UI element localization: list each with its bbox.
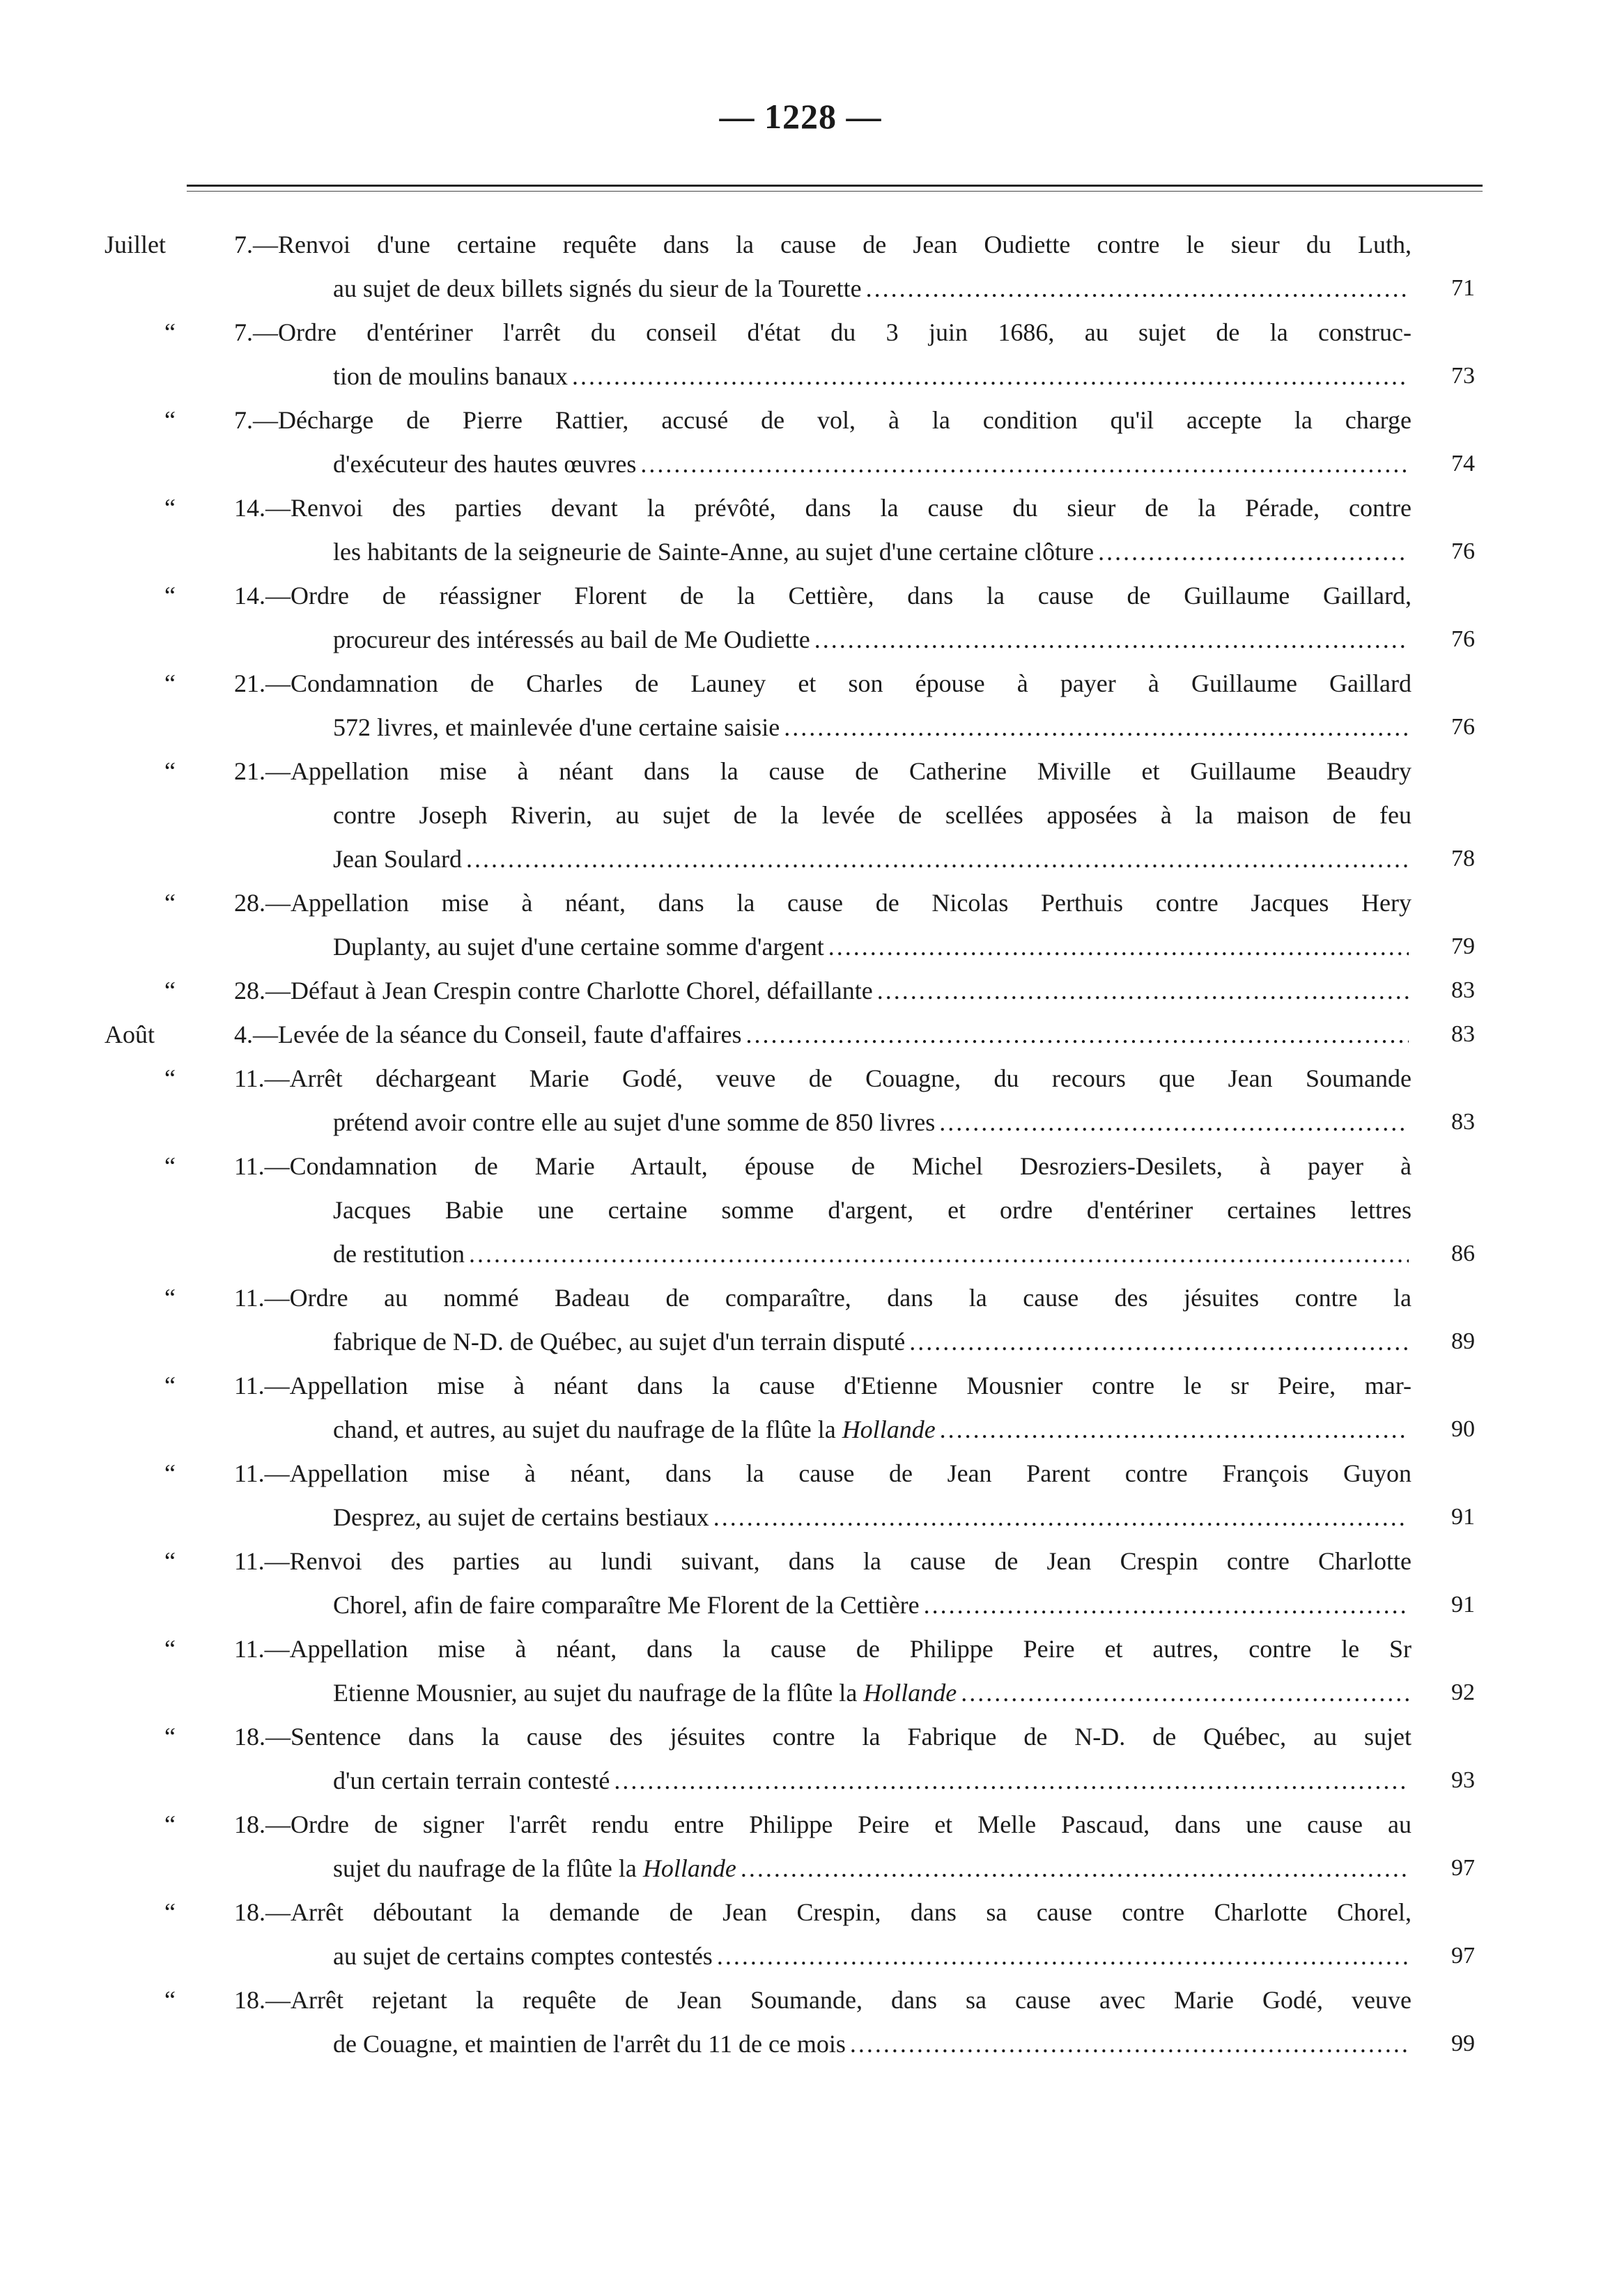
- page-ref: 71: [1451, 275, 1475, 301]
- page-ref: 93: [1451, 1767, 1475, 1793]
- page-ref: 73: [1451, 363, 1475, 389]
- entry-text: Chorel, afin de faire comparaître Me Florent de la Cettière: [333, 1591, 920, 1619]
- page-ref: 76: [1451, 626, 1475, 652]
- entry-text: Etienne Mousnier, au sujet du naufrage de la flûte la Hollande: [333, 1679, 957, 1707]
- ditto-mark: “: [164, 406, 176, 434]
- ditto-mark: “: [164, 1986, 176, 2014]
- entry-cont-line: Jacques Babie une certaine somme d'argent, et ordre d'entériner certaines lettres: [333, 1196, 1411, 1224]
- entry-last-line: [333, 1759, 1411, 1802]
- entry-first-line: 11.—Arrêt déchargeant Marie Godé, veuve de Couagne, du recours que Jean Soumande: [234, 1064, 1411, 1092]
- ditto-mark: “: [164, 1635, 176, 1663]
- entry-first-line: 11.—Ordre au nommé Badeau de comparaître, dans la cause des jésuites contre la: [234, 1284, 1411, 1312]
- ditto-mark: “: [164, 1459, 176, 1487]
- entry-first-line: 18.—Sentence dans la cause des jésuites contre la Fabrique de N-D. de Québec, au sujet: [234, 1723, 1411, 1751]
- ditto-mark: “: [164, 1723, 176, 1751]
- page-number: — 1228 —: [719, 97, 882, 136]
- entry-first-line: 28.—Appellation mise à néant, dans la cause de Nicolas Perthuis contre Jacques Hery: [234, 889, 1411, 917]
- page-ref: 79: [1451, 933, 1475, 959]
- entry-text: Jean Soulard: [333, 845, 462, 873]
- entry-first-line: 21.—Condamnation de Charles de Launey et son épouse à payer à Guillaume Gaillard: [234, 669, 1411, 697]
- ditto-mark: “: [164, 669, 176, 697]
- entry-last-line: [333, 1496, 1411, 1539]
- page-ref: 86: [1451, 1241, 1475, 1266]
- entry-text: au sujet de deux billets signés du sieur de la Tourette: [333, 274, 862, 302]
- entry-text: fabrique de N-D. de Québec, au sujet d'un terrain disputé: [333, 1328, 906, 1356]
- ditto-mark: “: [164, 977, 176, 1004]
- leader-dots: [877, 969, 1409, 1012]
- page-ref: 91: [1451, 1592, 1475, 1618]
- entry-text: Duplanty, au sujet d'une certaine somme d'argent: [333, 933, 824, 961]
- entry-first-line: [234, 1013, 1411, 1056]
- ditto-mark: “: [164, 1810, 176, 1838]
- leader-dots: [1098, 530, 1409, 573]
- leader-dots: [866, 267, 1409, 310]
- ship-name: Hollande: [842, 1415, 936, 1443]
- entry-first-line: 18.—Arrêt déboutant la demande de Jean Crespin, dans sa cause contre Charlotte Chorel,: [234, 1898, 1411, 1926]
- leader-dots: [717, 1934, 1409, 1978]
- ditto-mark: “: [164, 889, 176, 917]
- page-ref: 91: [1451, 1504, 1475, 1530]
- entry-last-line: [333, 442, 1411, 486]
- page-ref: 97: [1451, 1943, 1475, 1969]
- leader-dots: [572, 355, 1409, 398]
- entry-cont-line: contre Joseph Riverin, au sujet de la levée de scellées apposées à la maison de feu: [333, 801, 1411, 829]
- page-ref: 97: [1451, 1855, 1475, 1881]
- leader-dots: [784, 706, 1409, 749]
- entry-text: tion de moulins banaux: [333, 362, 568, 390]
- entry-last-line: [333, 1408, 1411, 1451]
- page-ref: 76: [1451, 714, 1475, 740]
- ditto-mark: “: [164, 1152, 176, 1180]
- leader-dots: [614, 1759, 1409, 1802]
- entry-last-line: [333, 618, 1411, 661]
- header-rule: [187, 185, 1483, 187]
- entry-first-line: 11.—Renvoi des parties au lundi suivant, dans la cause de Jean Crespin contre Charlotte: [234, 1547, 1411, 1575]
- leader-dots: [741, 1847, 1409, 1890]
- entry-last-line: [333, 837, 1411, 881]
- ditto-mark: “: [164, 318, 176, 346]
- entry-first-line: 7.—Ordre d'entériner l'arrêt du conseil d'état du 3 juin 1686, au sujet de la construc-: [234, 318, 1411, 346]
- entry-last-line: [333, 706, 1411, 749]
- entry-first-line: 14.—Ordre de réassigner Florent de la Cettière, dans la cause de Guillaume Gaillard,: [234, 582, 1411, 610]
- leader-dots: [924, 1583, 1409, 1627]
- entry-last-line: [333, 925, 1411, 968]
- page-ref: 89: [1451, 1328, 1475, 1354]
- ditto-mark: “: [164, 1898, 176, 1926]
- page-ref: 83: [1451, 977, 1475, 1003]
- entry-first-line: 11.—Appellation mise à néant, dans la cause de Philippe Peire et autres, contre le Sr: [234, 1635, 1411, 1663]
- entry-text: de Couagne, et maintien de l'arrêt du 11 de ce mois: [333, 2030, 846, 2058]
- ditto-mark: “: [164, 1064, 176, 1092]
- entry-text: au sujet de certains comptes contestés: [333, 1942, 713, 1970]
- page-ref: 92: [1451, 1680, 1475, 1705]
- ditto-mark: “: [164, 494, 176, 522]
- entry-text: d'exécuteur des hautes œuvres: [333, 450, 637, 478]
- page-ref: 83: [1451, 1109, 1475, 1135]
- leader-dots: [746, 1013, 1409, 1056]
- page-ref: 76: [1451, 538, 1475, 564]
- entry-text: d'un certain terrain contesté: [333, 1767, 610, 1794]
- entry-text: de restitution: [333, 1240, 465, 1268]
- entry-last-line: [333, 355, 1411, 398]
- entry-last-line: [333, 267, 1411, 310]
- leader-dots: [850, 2022, 1409, 2065]
- leader-dots: [814, 618, 1409, 661]
- entry-last-line: [333, 1232, 1411, 1275]
- page-ref: 83: [1451, 1021, 1475, 1047]
- entry-last-line: [333, 1320, 1411, 1363]
- leader-dots: [469, 1232, 1409, 1275]
- entry-last-line: [333, 1847, 1411, 1890]
- month-label: Juillet: [105, 231, 166, 258]
- entry-first-line: 7.—Décharge de Pierre Rattier, accusé de vol, à la condition qu'il accepte la charge: [234, 406, 1411, 434]
- entry-text: procureur des intéressés au bail de Me Oudiette: [333, 626, 810, 653]
- leader-dots: [466, 837, 1409, 881]
- ditto-mark: “: [164, 1372, 176, 1399]
- leader-dots: [828, 925, 1409, 968]
- entry-first-line: 7.—Renvoi d'une certaine requête dans la cause de Jean Oudiette contre le sieur du Luth,: [234, 231, 1411, 258]
- entry-last-line: [333, 1101, 1411, 1144]
- leader-dots: [909, 1320, 1409, 1363]
- leader-dots: [939, 1101, 1409, 1144]
- ditto-mark: “: [164, 582, 176, 610]
- ditto-mark: “: [164, 1284, 176, 1312]
- entry-first-line: 11.—Appellation mise à néant dans la cause d'Etienne Mousnier contre le sr Peire, mar-: [234, 1372, 1411, 1399]
- entry-text: sujet du naufrage de la flûte la Hollande: [333, 1854, 736, 1882]
- leader-dots: [940, 1408, 1409, 1451]
- entry-first-line: [234, 969, 1411, 1012]
- page-ref: 99: [1451, 2031, 1475, 2056]
- entry-text: 572 livres, et mainlevée d'une certaine saisie: [333, 713, 780, 741]
- month-label: Août: [105, 1021, 155, 1048]
- entry-last-line: [333, 2022, 1411, 2065]
- entry-last-line: [333, 1934, 1411, 1978]
- entry-first-line: 11.—Condamnation de Marie Artault, épouse de Michel Desroziers-Desilets, à payer à: [234, 1152, 1411, 1180]
- entry-last-line: [333, 1671, 1411, 1714]
- entry-first-line: 21.—Appellation mise à néant dans la cause de Catherine Miville et Guillaume Beaudry: [234, 757, 1411, 785]
- header-rule-thin: [187, 191, 1483, 192]
- ship-name: Hollande: [642, 1854, 736, 1882]
- leader-dots: [713, 1496, 1409, 1539]
- entry-text: Desprez, au sujet de certains bestiaux: [333, 1503, 709, 1531]
- ditto-mark: “: [164, 757, 176, 785]
- page-ref: 74: [1451, 451, 1475, 476]
- entry-first-line: 11.—Appellation mise à néant, dans la cause de Jean Parent contre François Guyon: [234, 1459, 1411, 1487]
- page-ref: 90: [1451, 1416, 1475, 1442]
- entry-last-line: [333, 1583, 1411, 1627]
- entry-text: 4.—Levée de la séance du Conseil, faute d'affaires: [234, 1021, 742, 1048]
- ditto-mark: “: [164, 1547, 176, 1575]
- entry-first-line: 18.—Arrêt rejetant la requête de Jean Soumande, dans sa cause avec Marie Godé, veuve: [234, 1986, 1411, 2014]
- leader-dots: [961, 1671, 1409, 1714]
- entry-text: prétend avoir contre elle au sujet d'une somme de 850 livres: [333, 1108, 936, 1136]
- entry-first-line: 18.—Ordre de signer l'arrêt rendu entre Philippe Peire et Melle Pascaud, dans une cause au: [234, 1810, 1411, 1838]
- ship-name: Hollande: [863, 1679, 957, 1707]
- leader-dots: [640, 442, 1409, 486]
- entry-text: 28.—Défaut à Jean Crespin contre Charlotte Chorel, défaillante: [234, 977, 873, 1004]
- entry-text: chand, et autres, au sujet du naufrage de la flûte la Hollande: [333, 1415, 936, 1443]
- page-ref: 78: [1451, 846, 1475, 871]
- entry-first-line: 14.—Renvoi des parties devant la prévôté, dans la cause du sieur de la Pérade, contre: [234, 494, 1411, 522]
- entry-text: les habitants de la seigneurie de Sainte-Anne, au sujet d'une certaine clôture: [333, 538, 1095, 566]
- entry-last-line: [333, 530, 1411, 573]
